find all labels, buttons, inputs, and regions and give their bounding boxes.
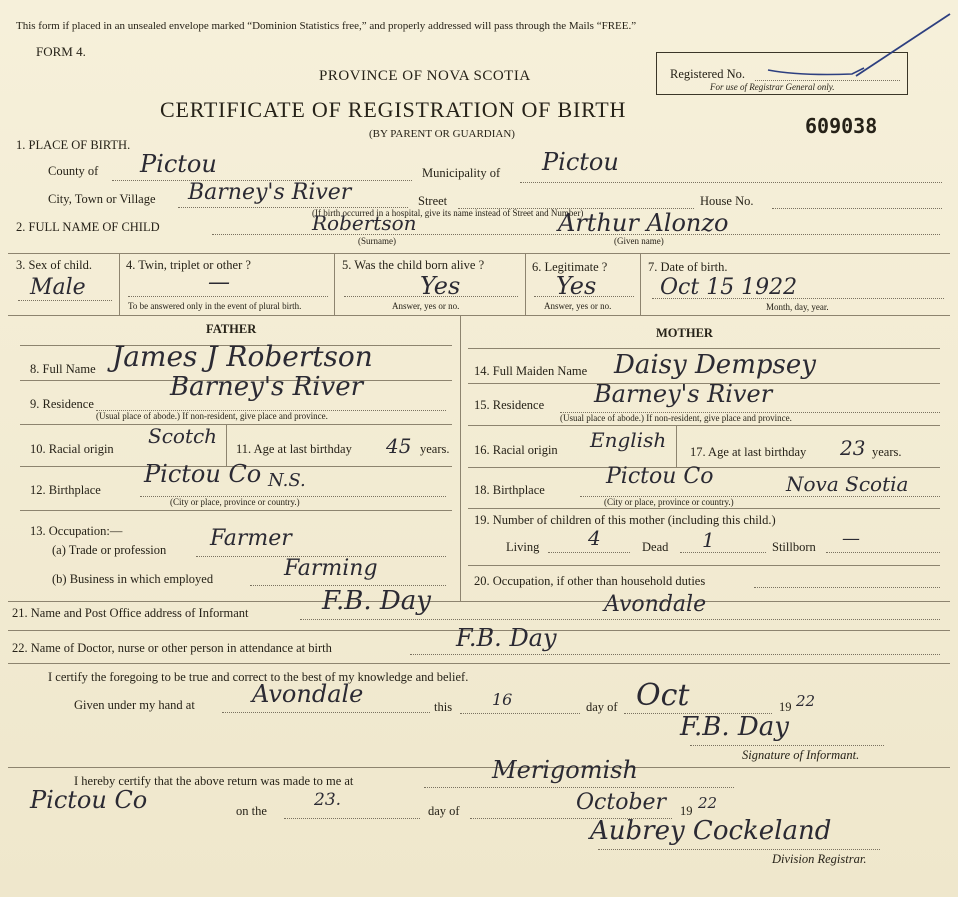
twin-note: To be answered only in the event of plural birth. — [128, 301, 302, 311]
father-age-unit: years. — [420, 442, 450, 456]
page-subtitle: (BY PARENT OR GUARDIAN) — [369, 128, 515, 140]
born-alive-value: Yes — [420, 272, 461, 300]
page-title: CERTIFICATE OF REGISTRATION OF BIRTH — [160, 97, 627, 122]
father-birthplace-extra: N.S. — [268, 470, 306, 491]
mother-birthplace-value: Pictou Co — [606, 464, 714, 489]
registrar-day-label: day of — [428, 804, 460, 818]
date-of-birth-value: Oct 15 1922 — [660, 275, 798, 300]
doctor-label: 22. Name of Doctor, nurse or other person in attendance at birth — [12, 641, 332, 655]
doctor-value: F.B. Day — [456, 624, 557, 652]
father-residence-label: 9. Residence — [30, 397, 94, 411]
father-birthplace-label: 12. Birthplace — [30, 483, 101, 497]
given-under-hand-label: Given under my hand at — [74, 698, 195, 712]
registrar-certify-statement: I hereby certify that the above return was made to me at — [74, 774, 354, 788]
registrar-county-value: Pictou Co — [30, 786, 148, 814]
informant-signature: F.B. Day — [680, 712, 789, 742]
twin-value: — — [208, 270, 230, 295]
province-heading: PROVINCE OF NOVA SCOTIA — [319, 68, 531, 84]
father-racial-label: 10. Racial origin — [30, 442, 114, 456]
this-label: this — [434, 700, 453, 714]
municipality-value: Pictou — [542, 148, 619, 176]
certification-day-value: 16 — [492, 690, 513, 709]
surname-caption: (Surname) — [358, 236, 396, 246]
registered-label: Registered No. — [670, 67, 745, 81]
child-name-label: 2. FULL NAME OF CHILD — [16, 220, 160, 234]
legitimate-label: 6. Legitimate ? — [532, 260, 608, 274]
born-alive-note: Answer, yes or no. — [392, 301, 460, 311]
informant-name-value: F.B. Day — [322, 586, 431, 616]
informant-label: 21. Name and Post Office address of Informant — [12, 606, 249, 620]
checkmark-icon — [760, 10, 958, 85]
mother-residence-note: (Usual place of abode.) If non-resident, give place and province. — [560, 413, 792, 423]
dead-label: Dead — [642, 540, 669, 554]
mother-racial-value: English — [590, 428, 667, 452]
mother-residence-value: Barney's River — [594, 380, 773, 408]
stillborn-value: — — [842, 528, 860, 549]
father-name-label: 8. Full Name — [30, 362, 96, 376]
registrar-day-value: 23. — [314, 790, 342, 810]
certification-month-value: Oct — [636, 678, 690, 713]
mother-age-value: 23 — [840, 436, 866, 460]
municipality-label: Municipality of — [422, 166, 501, 180]
mother-birthplace-note: (City or place, province or country.) — [604, 497, 734, 507]
registrar-caption: Division Registrar. — [772, 852, 867, 866]
mail-notice: This form if placed in an unsealed envelope marked “Dominion Statistics free,” and properly addressed will pass through the Mails “FREE.” — [16, 20, 637, 32]
twin-label: 4. Twin, triplet or other ? — [126, 258, 251, 272]
father-residence-note: (Usual place of abode.) If non-resident, give place and province. — [96, 411, 328, 421]
father-business-value: Farming — [284, 556, 378, 581]
date-of-birth-label: 7. Date of birth. — [648, 260, 728, 274]
mother-name-value: Daisy Dempsey — [614, 350, 816, 380]
stillborn-label: Stillborn — [772, 540, 816, 554]
mother-heading: MOTHER — [656, 326, 713, 340]
dead-value: 1 — [702, 528, 715, 552]
born-alive-label: 5. Was the child born alive ? — [342, 258, 485, 272]
street-label: Street — [418, 194, 448, 208]
house-number-label: House No. — [700, 194, 754, 208]
certification-year-prefix: 19 — [779, 700, 792, 714]
county-value: Pictou — [140, 150, 217, 178]
father-business-label: (b) Business in which employed — [52, 572, 214, 586]
father-racial-value: Scotch — [148, 424, 218, 448]
mother-age-label: 17. Age at last birthday — [690, 445, 807, 459]
informant-signature-caption: Signature of Informant. — [742, 748, 860, 762]
given-place-value: Avondale — [252, 680, 364, 708]
children-count-label: 19. Number of children of this mother (including this child.) — [474, 513, 776, 527]
mother-birthplace-label: 18. Birthplace — [474, 483, 545, 497]
registrar-place-value: Merigomish — [492, 756, 638, 784]
mother-age-unit: years. — [872, 445, 902, 459]
sex-label: 3. Sex of child. — [16, 258, 93, 272]
mother-racial-label: 16. Racial origin — [474, 443, 558, 457]
certification-year-value: 22 — [796, 692, 816, 710]
city-label: City, Town or Village — [48, 192, 156, 206]
mother-name-label: 14. Full Maiden Name — [474, 364, 588, 378]
mother-birthplace-extra: Nova Scotia — [786, 472, 909, 496]
father-age-value: 45 — [386, 434, 412, 458]
father-residence-value: Barney's River — [170, 372, 364, 402]
place-of-birth-label: 1. PLACE OF BIRTH. — [16, 138, 131, 152]
father-name-value: James J Robertson — [112, 340, 373, 373]
father-trade-value: Farmer — [210, 526, 292, 551]
registrar-note: For use of Registrar General only. — [710, 82, 835, 92]
child-given-name-value: Arthur Alonzo — [558, 209, 729, 237]
sex-value: Male — [30, 275, 86, 300]
city-value: Barney's River — [188, 180, 352, 205]
certify-statement: I certify the foregoing to be true and correct to the best of my knowledge and belief. — [48, 670, 469, 684]
hospital-note: (If birth occurred in a hospital, give its name instead of Street and Number) — [312, 208, 584, 218]
county-label: County of — [48, 164, 99, 178]
registrar-signature: Aubrey Cockeland — [590, 816, 832, 846]
living-value: 4 — [588, 526, 601, 550]
mother-occupation-label: 20. Occupation, if other than household duties — [474, 574, 706, 588]
father-heading: FATHER — [206, 322, 257, 336]
father-birthplace-note: (City or place, province or country.) — [170, 497, 300, 507]
father-occupation-label: 13. Occupation:— — [30, 524, 123, 538]
registrar-year-value: 22 — [698, 794, 718, 812]
mother-residence-label: 15. Residence — [474, 398, 545, 412]
form-number: FORM 4. — [36, 44, 86, 59]
given-name-caption: (Given name) — [614, 236, 664, 246]
child-surname-value: Robertson — [312, 211, 417, 235]
informant-address-value: Avondale — [604, 592, 707, 617]
legitimate-note: Answer, yes or no. — [544, 301, 612, 311]
date-of-birth-note: Month, day, year. — [766, 302, 829, 312]
registrar-month-value: October — [576, 790, 667, 815]
legitimate-value: Yes — [556, 272, 597, 300]
certification-day-label: day of — [586, 700, 618, 714]
certificate-number: 609038 — [805, 114, 878, 138]
father-birthplace-value: Pictou Co — [144, 460, 262, 488]
father-trade-label: (a) Trade or profession — [52, 543, 167, 557]
registrar-year-prefix: 19 — [680, 804, 693, 818]
on-the-label: on the — [236, 804, 267, 818]
living-label: Living — [506, 540, 540, 554]
father-age-label: 11. Age at last birthday — [236, 442, 352, 456]
